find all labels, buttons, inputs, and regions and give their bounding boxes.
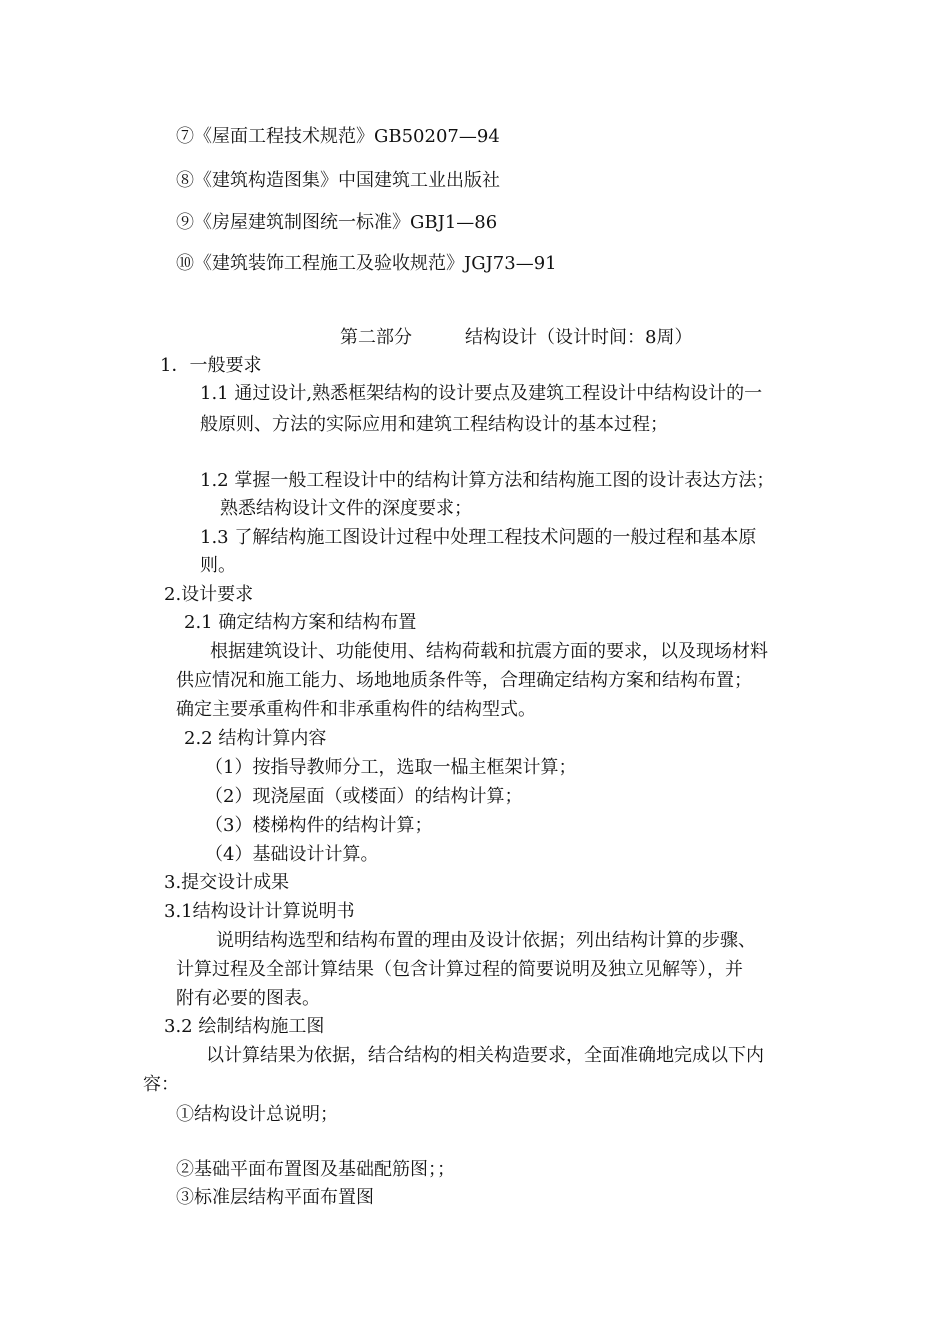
part-title-right: 结构设计（设计时间：8周）: [465, 327, 693, 348]
item-3-1-body3: 附有必要的图表。: [176, 988, 320, 1009]
section-1-heading: 1．一般要求: [160, 355, 262, 376]
item-1-2-line1: 1.2 掌握一般工程设计中的结构计算方法和结构施工图的设计表达方法；: [200, 470, 775, 491]
reference-10: ⑩《建筑装饰工程施工及验收规范》JGJ73—91: [176, 253, 557, 274]
item-1-3-line1: 1.3 了解结构施工图设计过程中处理工程技术问题的一般过程和基本原: [200, 527, 757, 548]
item-1-2-line2: 熟悉结构设计文件的深度要求；: [220, 498, 472, 519]
item-3-1-body2: 计算过程及全部计算结果（包含计算过程的简要说明及独立见解等），并: [176, 959, 743, 980]
reference-9: ⑨《房屋建筑制图统一标准》GBJ1—86: [176, 212, 498, 233]
section-3-heading: 3.提交设计成果: [164, 872, 290, 893]
item-2-1: 2.1 确定结构方案和结构布置: [184, 612, 417, 633]
item-2-1-body1: 根据建筑设计、功能使用、结构荷载和抗震方面的要求，以及现场材料: [210, 641, 768, 662]
calc-item-2: （2）现浇屋面（或楼面）的结构计算；: [205, 786, 523, 807]
item-1-3-line2: 则。: [200, 555, 236, 576]
item-3-2-body2: 容：: [143, 1074, 179, 1095]
item-2-1-body3: 确定主要承重构件和非承重构件的结构型式。: [176, 699, 536, 720]
calc-item-3: （3）楼梯构件的结构计算；: [205, 815, 433, 836]
drawing-item-1: ①结构设计总说明；: [176, 1104, 338, 1125]
calc-item-4: （4）基础设计计算。: [205, 844, 379, 865]
part-title-left: 第二部分: [340, 327, 412, 348]
item-2-2: 2.2 结构计算内容: [184, 728, 327, 749]
item-3-1: 3.1结构设计计算说明书: [164, 901, 355, 922]
item-3-1-body1: 说明结构选型和结构布置的理由及设计依据；列出结构计算的步骤、: [216, 930, 756, 951]
item-1-1-line2: 般原则、方法的实际应用和建筑工程结构设计的基本过程；: [200, 414, 668, 435]
calc-item-1: （1）按指导教师分工，选取一榀主框架计算；: [205, 757, 577, 778]
item-3-2-body1: 以计算结果为依据，结合结构的相关构造要求，全面准确地完成以下内: [206, 1045, 764, 1066]
drawing-item-2: ②基础平面布置图及基础配筋图；；: [176, 1159, 455, 1180]
item-3-2: 3.2 绘制结构施工图: [164, 1016, 325, 1037]
item-1-1-line1: 1.1 通过设计,熟悉框架结构的设计要点及建筑工程设计中结构设计的一: [200, 383, 763, 404]
section-2-heading: 2.设计要求: [164, 584, 254, 605]
reference-7: ⑦《屋面工程技术规范》GB50207—94: [176, 126, 500, 147]
drawing-item-3: ③标准层结构平面布置图: [176, 1187, 374, 1208]
item-2-1-body2: 供应情况和施工能力、场地地质条件等，合理确定结构方案和结构布置；: [176, 670, 752, 691]
reference-8: ⑧《建筑构造图集》中国建筑工业出版社: [176, 170, 500, 191]
